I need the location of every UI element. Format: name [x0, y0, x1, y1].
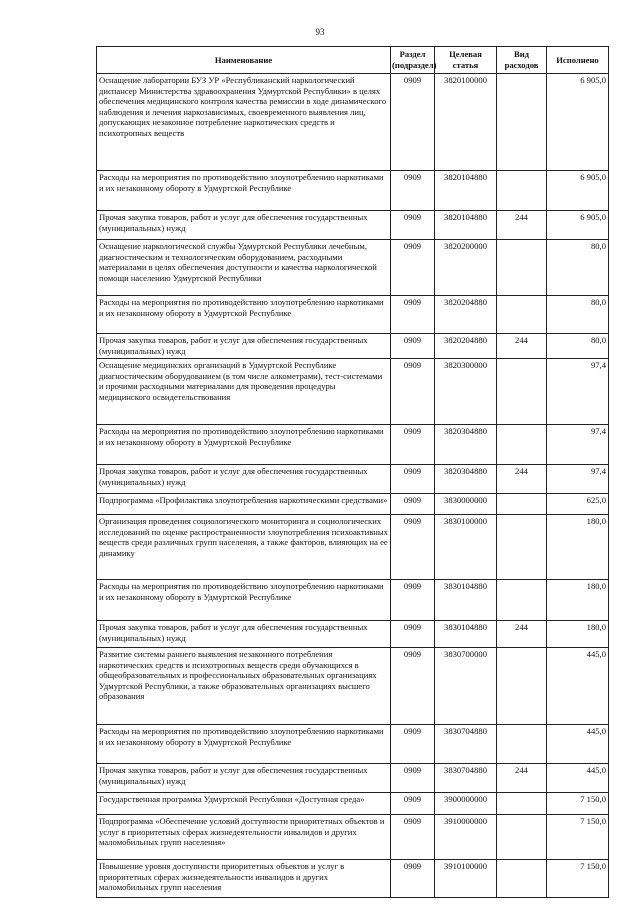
row-kind-cell	[497, 425, 547, 465]
row-name-cell: Прочая закупка товаров, работ и услуг для обеспечения государственных (муниципальных) нужд	[97, 764, 391, 793]
budget-execution-table	[96, 46, 609, 898]
header-kind: Вид расходов	[497, 47, 547, 74]
row-kind-cell: 244	[497, 621, 547, 648]
row-target-cell: 3820204880	[435, 334, 497, 359]
row-target-cell: 3830704880	[435, 725, 497, 764]
row-target-cell: 3830100000	[435, 515, 497, 580]
row-target-cell: 3830104880	[435, 621, 497, 648]
row-section-cell: 0909	[391, 860, 435, 898]
row-section-cell: 0909	[391, 515, 435, 580]
table-row	[97, 494, 609, 515]
row-kind-cell	[497, 74, 547, 171]
row-name-cell: Организация проведения социологического мониторинга и социологических исследований по оценке распространенности злоупотребления психоактивных веществ среди различных групп населения, а также факторов, влияющих на ее динамику	[97, 515, 391, 580]
row-section-cell: 0909	[391, 621, 435, 648]
row-kind-cell	[497, 815, 547, 860]
table-header-row	[97, 47, 609, 74]
row-section-cell: 0909	[391, 815, 435, 860]
row-kind-cell	[497, 296, 547, 334]
row-done-cell: 6 905,0	[547, 171, 609, 211]
row-section-cell: 0909	[391, 465, 435, 494]
row-section-cell: 0909	[391, 425, 435, 465]
header-section: Раздел (подраздел)	[391, 47, 435, 74]
table-row	[97, 764, 609, 793]
row-section-cell: 0909	[391, 725, 435, 764]
row-target-cell: 3910100000	[435, 860, 497, 898]
row-done-cell: 97,4	[547, 425, 609, 465]
page-number: 93	[315, 27, 325, 37]
row-name-cell: Расходы на мероприятия по противодействию злоупотреблению наркотиками и их незаконному обороту в Удмуртской Республике	[97, 171, 391, 211]
row-name-cell: Прочая закупка товаров, работ и услуг для обеспечения государственных (муниципальных) нужд	[97, 465, 391, 494]
row-name-cell: Подпрограмма «Профилактика злоупотребления наркотическими средствами»	[97, 494, 391, 515]
row-section-cell: 0909	[391, 359, 435, 425]
row-done-cell: 180,0	[547, 621, 609, 648]
table-row	[97, 425, 609, 465]
row-section-cell: 0909	[391, 171, 435, 211]
row-name-cell: Расходы на мероприятия по противодействию злоупотреблению наркотиками и их незаконному обороту в Удмуртской Республике	[97, 725, 391, 764]
row-name-cell: Оснащение лаборатории БУЗ УР «Республиканский наркологический диспансер Министерства здравоохранения Удмуртской Республики» в целях обеспечения медицинского контроля качества ремиссии в ходе динамического наблюдения и лечения наркозависимых, своевременного выявления лиц, допускающих незаконное потребление наркотических средств и психотропных веществ	[97, 74, 391, 171]
row-kind-cell: 244	[497, 334, 547, 359]
table-row	[97, 240, 609, 296]
row-kind-cell	[497, 580, 547, 621]
row-target-cell: 3910000000	[435, 815, 497, 860]
table-row	[97, 359, 609, 425]
row-name-cell: Подпрограмма «Обеспечение условий доступности приоритетных объектов и услуг в приоритетных сферах жизнедеятельности инвалидов и других маломобильных групп населения»	[97, 815, 391, 860]
row-target-cell: 3820304880	[435, 465, 497, 494]
table-row	[97, 621, 609, 648]
row-target-cell: 3900000000	[435, 793, 497, 815]
row-target-cell: 3830700000	[435, 648, 497, 725]
row-done-cell: 445,0	[547, 648, 609, 725]
row-done-cell: 6 905,0	[547, 211, 609, 240]
row-section-cell: 0909	[391, 494, 435, 515]
table-row	[97, 74, 609, 171]
row-section-cell: 0909	[391, 580, 435, 621]
row-done-cell: 445,0	[547, 725, 609, 764]
row-name-cell: Повышение уровня доступности приоритетных объектов и услуг в приоритетных сферах жизнедеятельности инвалидов и других маломобильных групп населения	[97, 860, 391, 898]
header-done: Исполнено	[547, 47, 609, 74]
row-target-cell: 3820300000	[435, 359, 497, 425]
row-done-cell: 80,0	[547, 240, 609, 296]
row-kind-cell	[497, 359, 547, 425]
header-name: Наименование	[97, 47, 391, 74]
row-kind-cell	[497, 860, 547, 898]
row-done-cell: 7 150,0	[547, 793, 609, 815]
row-kind-cell: 244	[497, 465, 547, 494]
row-section-cell: 0909	[391, 240, 435, 296]
row-target-cell: 3830000000	[435, 494, 497, 515]
row-kind-cell	[497, 515, 547, 580]
table-row	[97, 465, 609, 494]
row-target-cell: 3830704880	[435, 764, 497, 793]
row-target-cell: 3830104880	[435, 580, 497, 621]
table-row	[97, 793, 609, 815]
row-kind-cell	[497, 494, 547, 515]
row-target-cell: 3820100000	[435, 74, 497, 171]
row-kind-cell	[497, 725, 547, 764]
row-name-cell: Государственная программа Удмуртской Республики «Доступная среда»	[97, 793, 391, 815]
row-target-cell: 3820104880	[435, 211, 497, 240]
row-section-cell: 0909	[391, 764, 435, 793]
row-done-cell: 97,4	[547, 465, 609, 494]
row-section-cell: 0909	[391, 296, 435, 334]
row-name-cell: Расходы на мероприятия по противодействию злоупотреблению наркотиками и их незаконному обороту в Удмуртской Республике	[97, 296, 391, 334]
table-row	[97, 171, 609, 211]
row-done-cell: 180,0	[547, 515, 609, 580]
row-done-cell: 180,0	[547, 580, 609, 621]
table-row	[97, 815, 609, 860]
row-kind-cell	[497, 648, 547, 725]
table-row	[97, 648, 609, 725]
row-section-cell: 0909	[391, 648, 435, 725]
row-name-cell: Прочая закупка товаров, работ и услуг для обеспечения государственных (муниципальных) нужд	[97, 621, 391, 648]
table-row	[97, 296, 609, 334]
row-kind-cell: 244	[497, 764, 547, 793]
row-kind-cell	[497, 240, 547, 296]
header-target: Целевая статья	[435, 47, 497, 74]
row-done-cell: 7 150,0	[547, 860, 609, 898]
row-name-cell: Развитие системы раннего выявления незаконного потребления наркотических средств и психотропных веществ среди обучающихся в общеобразовательных и профессиональных образовательных организациях Удмуртской Республики, а также образовательных организациях высшего образования	[97, 648, 391, 725]
row-section-cell: 0909	[391, 211, 435, 240]
row-name-cell: Прочая закупка товаров, работ и услуг для обеспечения государственных (муниципальных) нужд	[97, 334, 391, 359]
row-done-cell: 80,0	[547, 296, 609, 334]
row-name-cell: Расходы на мероприятия по противодействию злоупотреблению наркотиками и их незаконному обороту в Удмуртской Республике	[97, 425, 391, 465]
table-row	[97, 580, 609, 621]
table-row	[97, 334, 609, 359]
table-row	[97, 515, 609, 580]
table-row	[97, 211, 609, 240]
row-done-cell: 445,0	[547, 764, 609, 793]
row-done-cell: 97,4	[547, 359, 609, 425]
table-row	[97, 725, 609, 764]
row-target-cell: 3820200000	[435, 240, 497, 296]
row-target-cell: 3820304880	[435, 425, 497, 465]
row-section-cell: 0909	[391, 334, 435, 359]
row-name-cell: Прочая закупка товаров, работ и услуг для обеспечения государственных (муниципальных) нужд	[97, 211, 391, 240]
row-kind-cell	[497, 171, 547, 211]
row-name-cell: Расходы на мероприятия по противодействию злоупотреблению наркотиками и их незаконному обороту в Удмуртской Республике	[97, 580, 391, 621]
row-name-cell: Оснащение наркологической службы Удмуртской Республики лечебным, диагностическим и технологическим оборудованием, расходными материалами в целях обеспечения доступности и качества наркологической помощи населению Удмуртской Республики	[97, 240, 391, 296]
row-done-cell: 625,0	[547, 494, 609, 515]
row-done-cell: 6 905,0	[547, 74, 609, 171]
row-kind-cell: 244	[497, 211, 547, 240]
row-section-cell: 0909	[391, 74, 435, 171]
table-row	[97, 860, 609, 898]
row-done-cell: 7 150,0	[547, 815, 609, 860]
row-done-cell: 80,0	[547, 334, 609, 359]
row-target-cell: 3820204880	[435, 296, 497, 334]
row-name-cell: Оснащение медицинских организаций в Удмуртской Республике диагностическим оборудованием (в том числе алкометрами), тест-системами и прочими расходными материалами для проведения процедуры медицинского освидетельствования	[97, 359, 391, 425]
row-kind-cell	[497, 793, 547, 815]
row-section-cell: 0909	[391, 793, 435, 815]
row-target-cell: 3820104880	[435, 171, 497, 211]
